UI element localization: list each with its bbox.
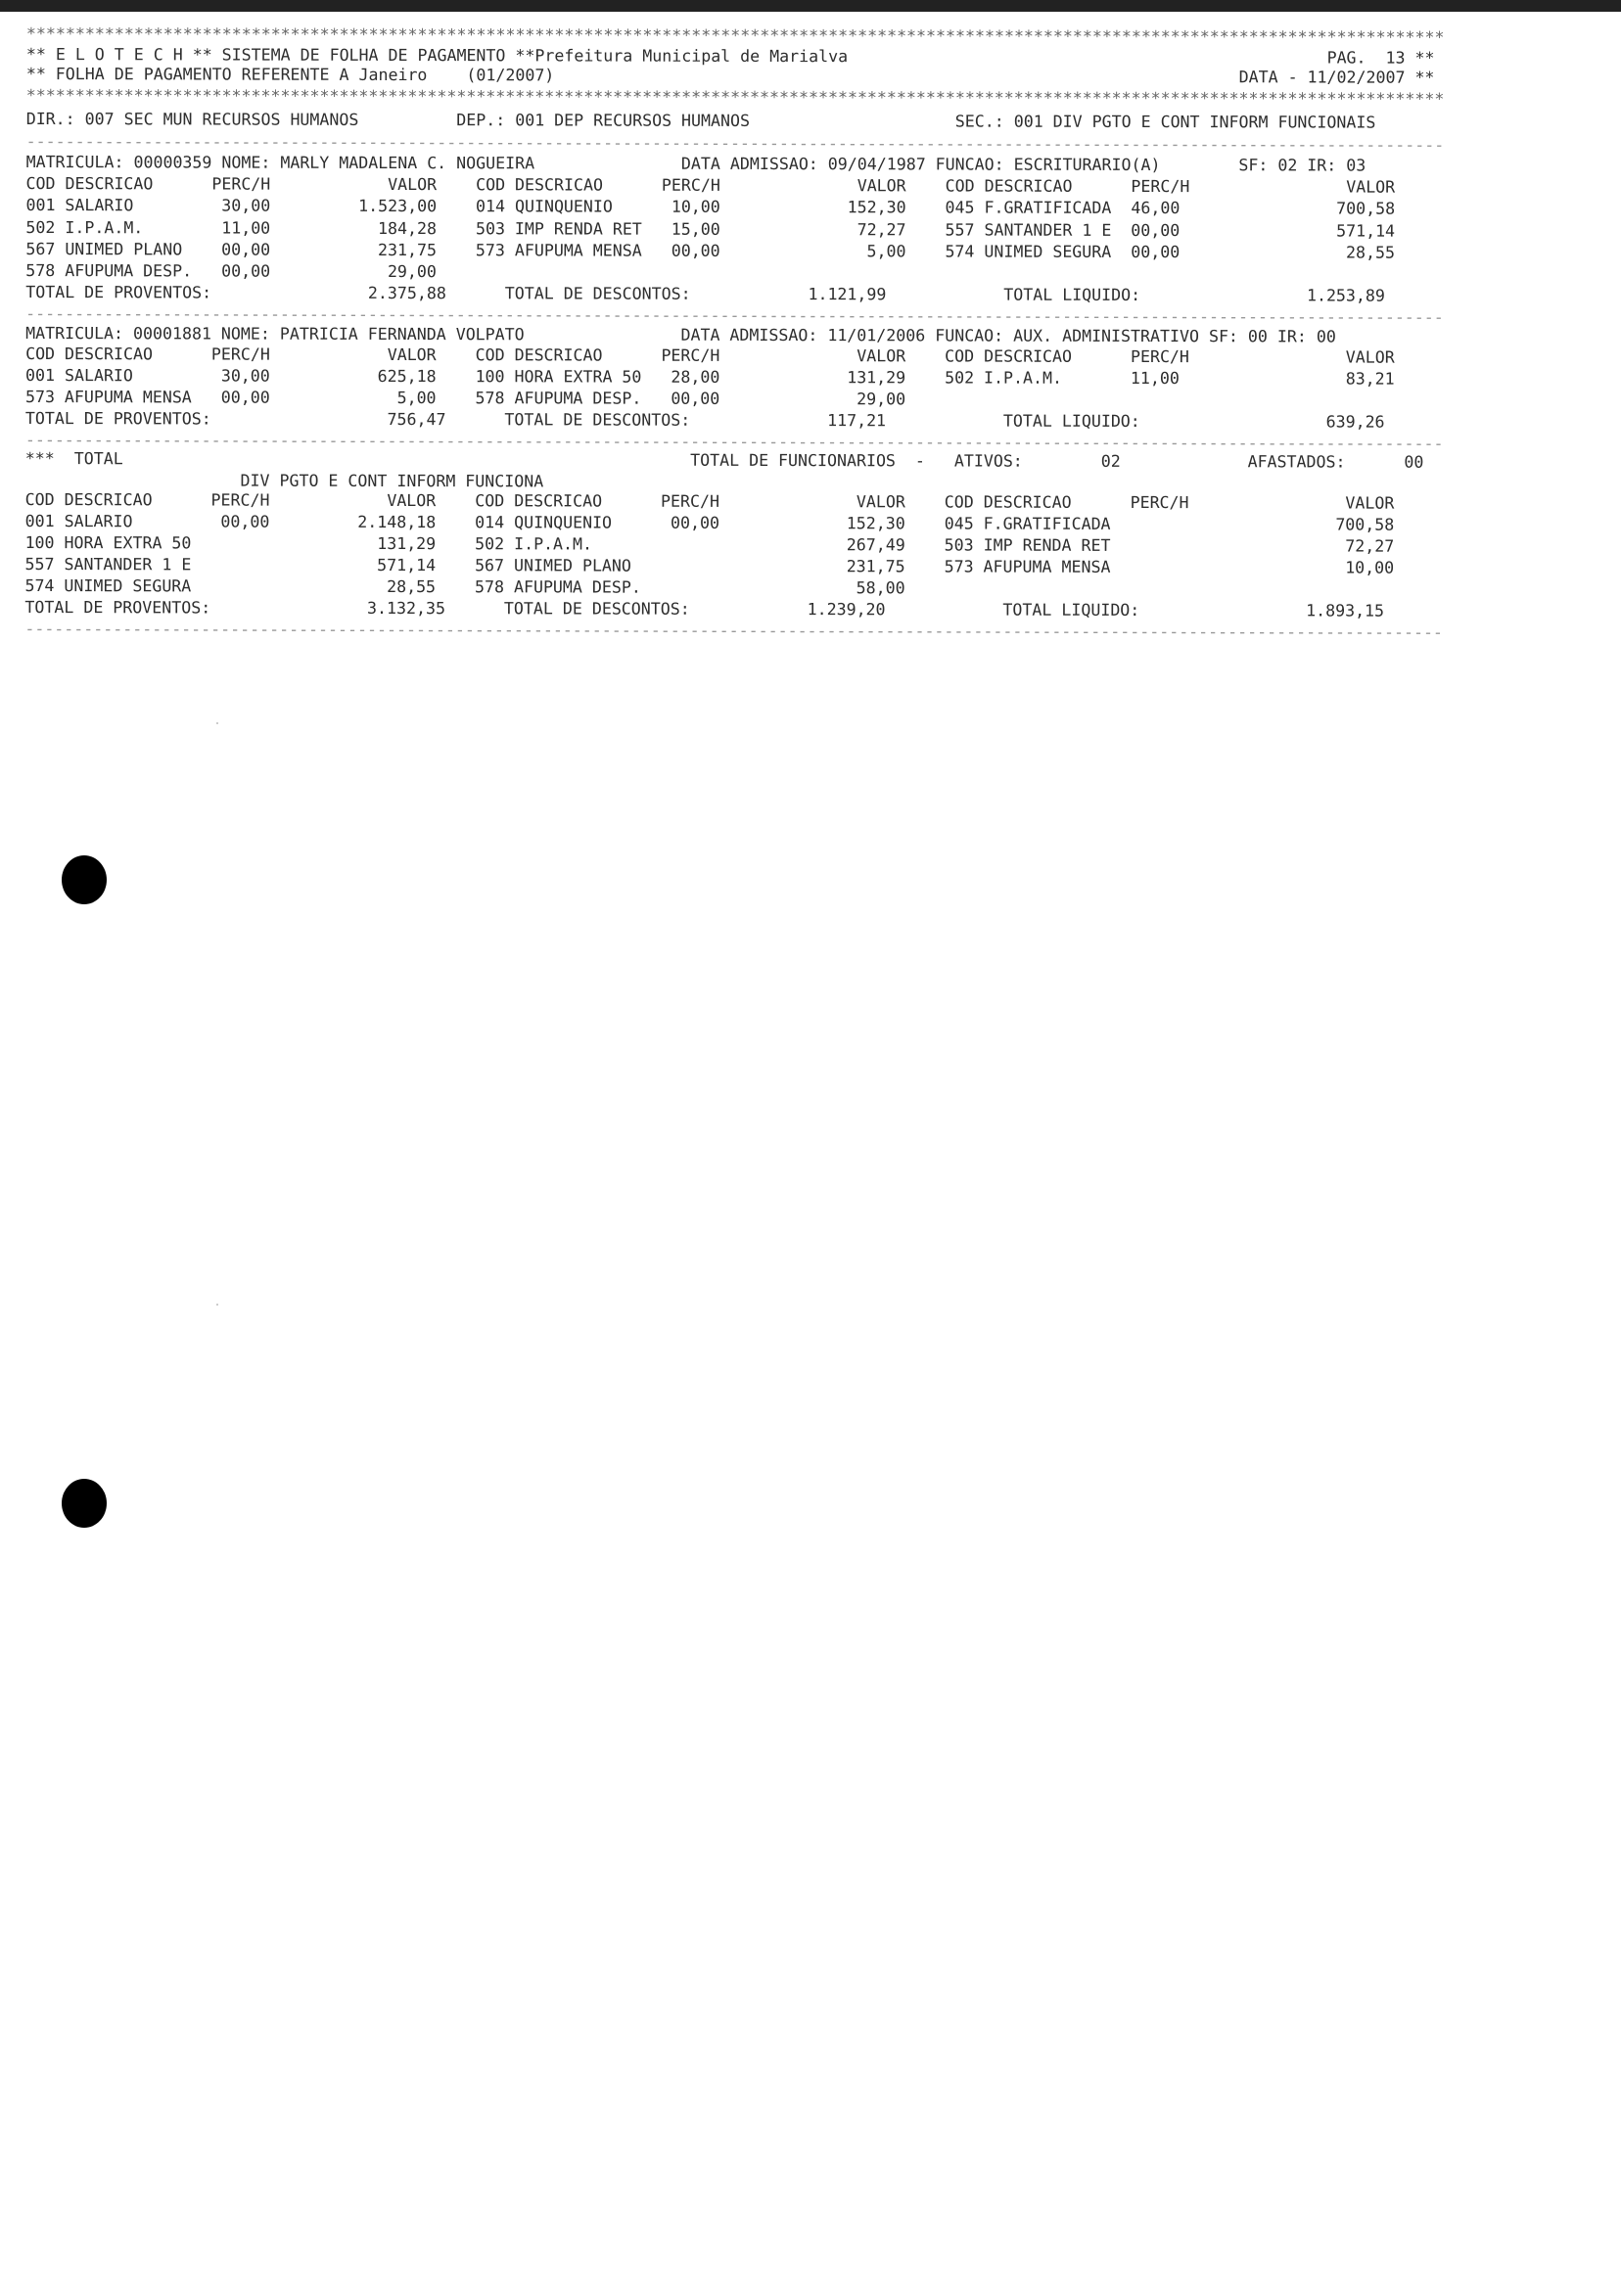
total-row: 574 UNIMED SEGURA 28,55 578 AFUPUMA DESP. 58,00	[24, 575, 905, 598]
employee-1-totals: TOTAL DE PROVENTOS: 2.375,88 TOTAL DE DESCONTOS: 1.121,99 TOTAL LIQUIDO: 1.253,89	[25, 282, 1385, 305]
total-column-headers: COD DESCRICAO PERC/H VALOR COD DESCRICAO PERC/H VALOR COD DESCRICAO PERC/H VALOR	[24, 489, 1395, 513]
employee-1-row: 567 UNIMED PLANO 00,00 231,75 573 AFUPUMA MENSA 00,00 5,00 574 UNIMED SEGURA 00,00 28,55	[25, 239, 1396, 262]
scan-top-edge	[0, 0, 1621, 12]
punch-hole	[62, 1479, 107, 1528]
employee-1-header: MATRICULA: 00000359 NOME: MARLY MADALENA C. NOGUEIRA DATA ADMISSAO: 09/04/1987 FUNCAO: ESCRITURARIO(A) SF: 02 IR: 03	[25, 152, 1366, 175]
scan-speck	[216, 722, 218, 724]
payroll-report	[24, 14, 1555, 664]
header-system-line: ** E L O T E C H ** SISTEMA DE FOLHA DE PAGAMENTO **Prefeitura Municipal de Marialva PAG. 13 **	[25, 44, 1435, 68]
total-division-label: DIV PGTO E CONT INFORM FUNCIONA	[24, 470, 544, 491]
header-star-rule: *************************************************************************************************************************************************	[25, 23, 1445, 47]
total-row: 001 SALARIO 00,00 2.148,18 014 QUINQUENIO 00,00 152,30 045 F.GRATIFICADA 700,58	[24, 511, 1395, 534]
header-period-line: ** FOLHA DE PAGAMENTO REFERENTE A Janeiro (01/2007) DATA - 11/02/2007 **	[25, 64, 1435, 87]
employee-2-totals: TOTAL DE PROVENTOS: 756,47 TOTAL DE DESCONTOS: 117,21 TOTAL LIQUIDO: 639,26	[24, 408, 1385, 432]
employee-2-row: 001 SALARIO 30,00 625,18 100 HORA EXTRA 50 28,00 131,29 502 I.P.A.M. 11,00 83,21	[25, 365, 1395, 389]
employee-2-header: MATRICULA: 00001881 NOME: PATRICIA FERNANDA VOLPATO DATA ADMISSAO: 11/01/2006 FUNCAO: AUX. ADMINISTRATIVO SF: 00 IR: 00	[25, 323, 1336, 346]
total-row: 100 HORA EXTRA 50 131,29 502 I.P.A.M. 267,49 503 IMP RENDA RET 72,27	[24, 532, 1395, 556]
section-dash-rule: -------------------------------------------------------------------------------------------------------------------------------------------------	[25, 303, 1444, 327]
employee-2-column-headers: COD DESCRICAO PERC/H VALOR COD DESCRICAO PERC/H VALOR COD DESCRICAO PERC/H VALOR	[25, 344, 1395, 367]
department-line: DIR.: 007 SEC MUN RECURSOS HUMANOS DEP.: 001 DEP RECURSOS HUMANOS SEC.: 001 DIV PGTO E CONT INFORM FUNCIONAIS	[25, 109, 1376, 132]
section-dash-rule: -------------------------------------------------------------------------------------------------------------------------------------------------	[24, 430, 1444, 453]
scan-speck	[216, 1304, 218, 1306]
section-dash-rule: -------------------------------------------------------------------------------------------------------------------------------------------------	[25, 131, 1445, 155]
grand-totals: TOTAL DE PROVENTOS: 3.132,35 TOTAL DE DESCONTOS: 1.239,20 TOTAL LIQUIDO: 1.893,15	[24, 597, 1385, 620]
employee-1-column-headers: COD DESCRICAO PERC/H VALOR COD DESCRICAO PERC/H VALOR COD DESCRICAO PERC/H VALOR	[25, 173, 1396, 197]
total-row: 557 SANTANDER 1 E 571,14 567 UNIMED PLANO 231,75 573 AFUPUMA MENSA 10,00	[24, 554, 1395, 577]
section-dash-rule: -------------------------------------------------------------------------------------------------------------------------------------------------	[24, 619, 1443, 642]
employee-2-row: 573 AFUPUMA MENSA 00,00 5,00 578 AFUPUMA DESP. 00,00 29,00	[24, 387, 906, 409]
employee-1-row: 502 I.P.A.M. 11,00 184,28 503 IMP RENDA RET 15,00 72,27 557 SANTANDER 1 E 00,00 571,14	[25, 217, 1396, 241]
punch-hole	[62, 855, 107, 904]
header-star-rule: *************************************************************************************************************************************************	[25, 85, 1445, 109]
employee-1-row: 001 SALARIO 30,00 1.523,00 014 QUINQUENIO 10,00 152,30 045 F.GRATIFICADA 46,00 700,58	[25, 195, 1396, 218]
total-summary-header: *** TOTAL TOTAL DE FUNCIONARIOS - ATIVOS: 02 AFASTADOS: 00	[24, 448, 1424, 472]
employee-1-row: 578 AFUPUMA DESP. 00,00 29,00	[25, 260, 437, 282]
